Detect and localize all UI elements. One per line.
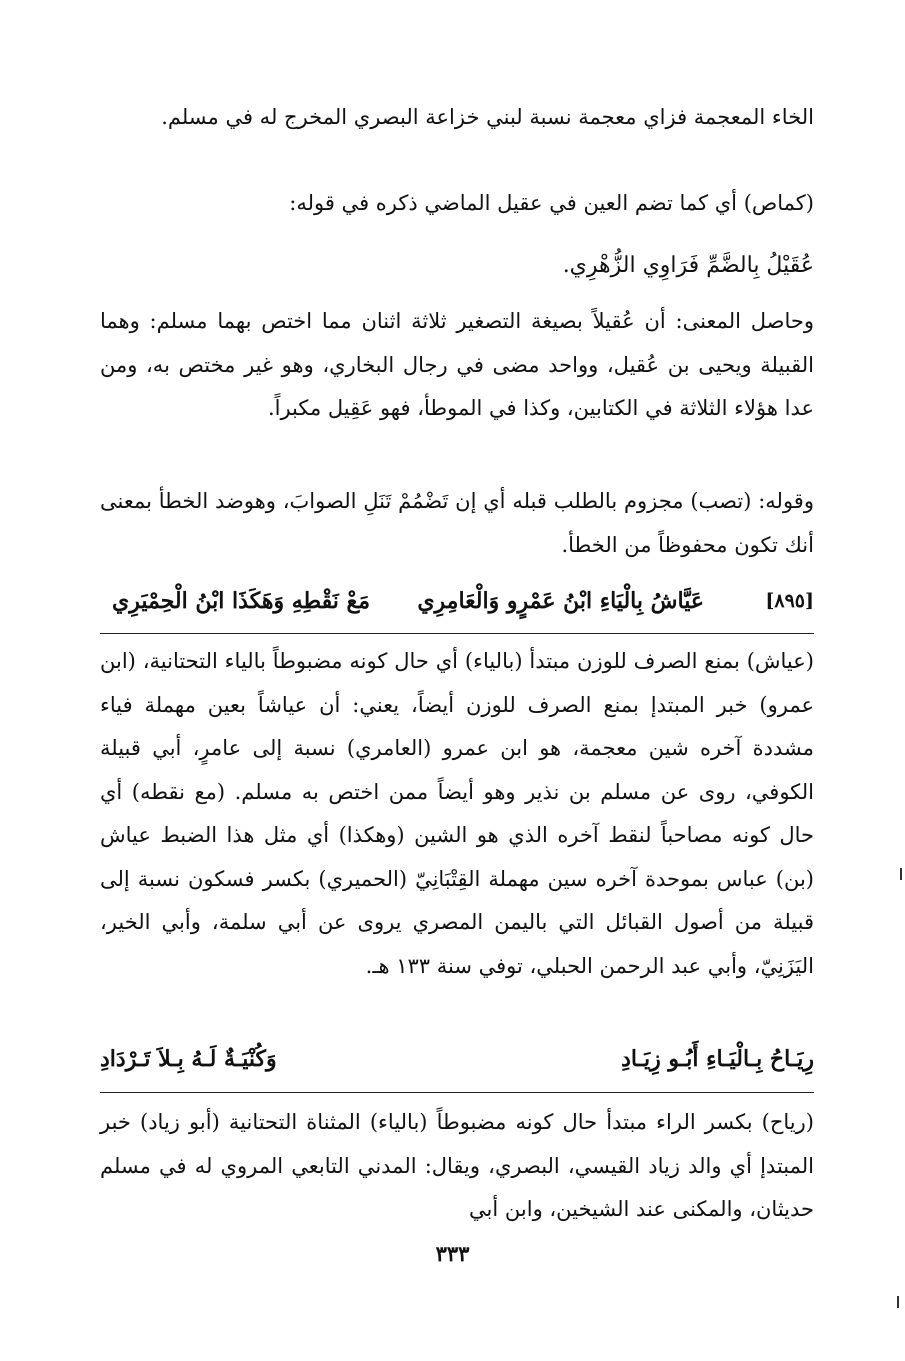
verse-second-hemistich: مَعْ نَقْطِهِ وَهَكَذَا ابْنُ الْحِمْيَرِي <box>112 588 370 614</box>
separator-line <box>100 1092 814 1093</box>
paragraph-commentary-kamas: (كماص) أي كما تضم العين في عقيل الماضي ذكره في قوله: <box>289 191 814 215</box>
verse-first-hemistich: رِيَـاحُ بِـالْيَـاءِ أَبُـو زِيَـادِ <box>621 1046 814 1072</box>
paragraph-ayyash: (عياش) بمنع الصرف للوزن مبتدأ (بالياء) أي حال كونه مضبوطاً بالياء التحتانية، (ابن عمرو) خبر المبتدإ بمنع الصرف للوزن أيضاً، يعني: أن عياشاً بعين مهملة فياء مشددة آخره شين معجمة، هو ابن عمرو (العامري) نسبة إلى عامرٍ، أبي قبيلة الكوفي، روى عن مسلم بن نذير وهو أيضاً ممن اختص به مسلم. (مع نقطه) أي حال كونه مصاحباً لنقط آخره الذي هو الشين (وهكذا) أي مثل هذا الضبط عياش (بن) عباس بموحدة آخره سين مهملة القِتْبَانِيّ (الحميري) بكسر فسكون نسبة إلى قبيلة من أصول القبائل التي باليمن المصري يروى عن أبي سلمة، وأبي الخير، اليَزَنِيّ، وأبي عبد الرحمن الحبلي، توفي سنة ١٣٣ هـ. <box>100 649 814 978</box>
verse-number: [٨٩٥] <box>765 590 814 612</box>
verse-first-hemistich: عَيَّاشُ بِالْيَاءِ ابْنُ عَمْرٍو وَالْعَامِرِي <box>417 588 704 614</box>
scan-mark <box>900 868 902 880</box>
paragraph-tasib: وقوله: (تصب) مجزوم بالطلب قبله أي إن تَضْمُمْ تَنَلِ الصوابَ، وهوضد الخطأ بمعنى أنك تكون محفوظاً من الخطأ. <box>100 489 814 557</box>
verse-895 <box>100 578 814 624</box>
scan-mark <box>897 1296 899 1308</box>
separator-line <box>100 633 814 634</box>
paragraph-continuation: الخاء المعجمة فزاي معجمة نسبة لبني خزاعة البصري المخرج له في مسلم. <box>161 105 814 129</box>
quoted-hemistich-text: عُقَيْلُ بِالضَّمِّ فَرَاوِي الزُّهْرِي. <box>562 253 814 278</box>
paragraph-summary: وحاصل المعنى: أن عُقيلاً بصيغة التصغير ثلاثة اثنان مما اختص بهما مسلم: وهما القبيلة ويحيى بن عُقيل، وواحد مضى في رجال البخاري، وهو غير مختص به، ومن عدا هؤلاء الثلاثة في الكتابين، وكذا في الموطأ، فهو عَقِيل مكبراً. <box>100 309 814 420</box>
verse-riyah <box>100 1036 814 1082</box>
page-number: ٣٣٣ <box>435 1241 470 1266</box>
verse-second-hemistich: وَكُنْيَـةٌ لَـهُ بِـلاَ تَـرْدَادِ <box>100 1046 277 1072</box>
paragraph-riyah: (رياح) بكسر الراء مبتدأ حال كونه مضبوطاً (بالياء) المثناة التحتانية (أبو زياد) خبر المبتدإ أي والد زياد القيسي، البصري، ويقال: المدني التابعي المروي له في مسلم حديثان، والمكنى عند الشيخين، وابن أبي <box>100 1110 814 1221</box>
